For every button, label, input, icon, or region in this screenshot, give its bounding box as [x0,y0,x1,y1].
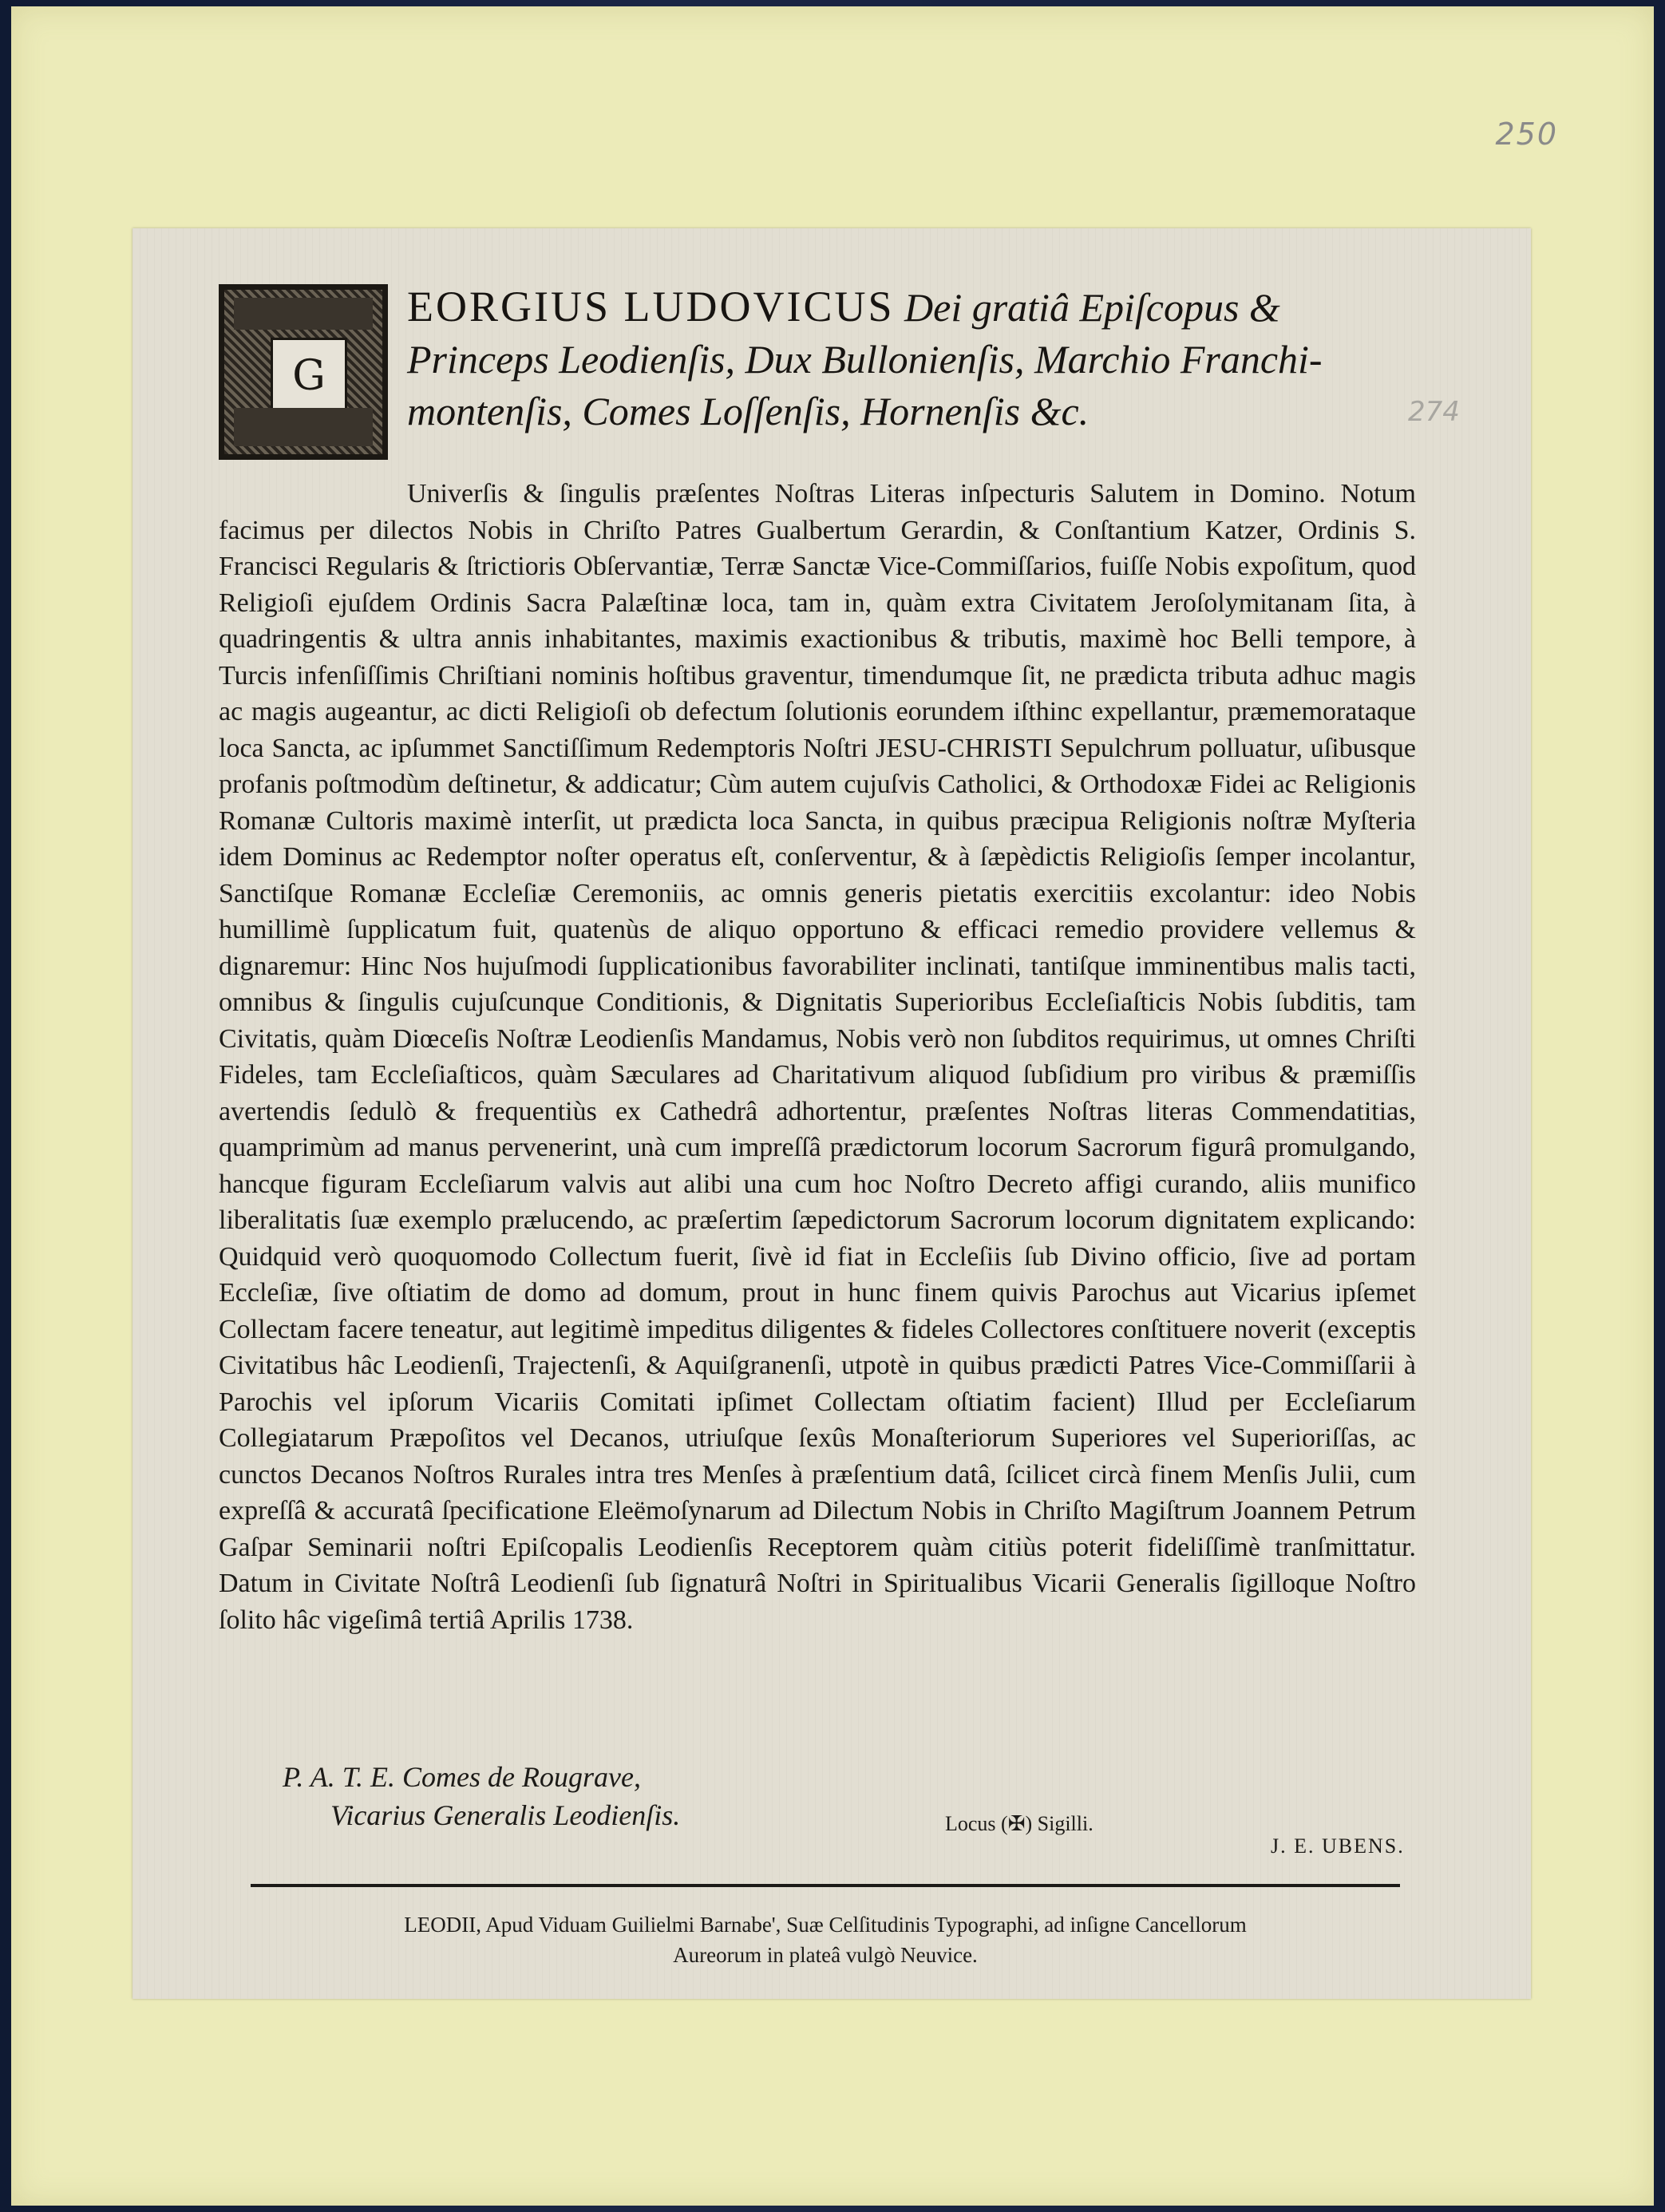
secretary-signature: J. E. UBENS. [1271,1834,1405,1858]
initial-ornament-bottom [234,408,373,446]
initial-ornament-top [234,298,373,330]
printed-decree [132,228,1531,1999]
decorated-initial [219,284,388,460]
initial-letter: G [271,338,347,414]
margin-annotation: 274 [1408,396,1460,428]
signature-line-2: Vicarius Generalis Leodienſis. [330,1799,681,1831]
manuscript-number: 250 [1495,117,1558,152]
signature-line-1: P. A. T. E. Comes de Rougrave, [283,1761,641,1793]
heading-line-1 [407,281,1437,334]
heading-line-3: montenſis, Comes Loſſenſis, Hornenſis &c. [407,389,1090,433]
seal-note: Locus (✠) Sigilli. [945,1812,1094,1835]
divider-rule [251,1884,1400,1887]
printer-imprint [251,1909,1400,1970]
imprint-line-2: Aureorum in plateâ vulgò Neuvice. [673,1943,978,1967]
heading-line-1-rest: Dei gratiâ Epiſcopus & [904,285,1280,330]
imprint-line-1: LEODII, Apud Viduam Guilielmi Barnabe', Suæ Celſitudinis Typographi, ad inſigne Cancellorum [404,1913,1247,1937]
decree-body: Univerſis & ſingulis præſentes Noſtras Literas inſpecturis Salutem in Domino. Notum facimus per dilectos Nobis in Chriſto Patres Gualbertum Gerardin, & Conſtantium Katzer, Ordinis S. Francisci Regularis & ſtrictioris Obſervantiæ, Terræ Sanctæ Vice-Commiſſarios, fuiſſe Nobis expoſitum, quod Religioſi ejuſdem Ordinis Sacra Palæſtinæ loca, tam in, quàm extra Civitatem Jeroſolymitanam ſita, à quadringentis & ultra annis inhabitantes, maximis exactionibus & tributis, maximè hoc Belli tempore, à Turcis infenſiſſimis Chriſtiani nominis hoſtibus graventur, timendumque ſit, ne prædicta tributa adhuc magis ac magis augeantur, ac dicti Religioſi ob defectum ſolutionis eorundem iſthinc expellantur, præmemorataque loca Sancta, ac ipſummet Sanctiſſimum Redemptoris Noſtri JESU-CHRISTI Sepulchrum polluatur, uſibusque profanis poſtmodùm deſtinetur, & addicatur; Cùm autem cujuſvis Catholici, & Orthodoxæ Fidei ac Religionis Romanæ Cultoris maximè interſit, ut prædicta loca Sancta, in quibus præcipua Religionis noſtræ Myſteria idem Dominus ac Redemptor noſter operatus eſt, conſerventur, & à ſæpèdictis Religioſis ſemper incolantur, Sanctiſque Romanæ Eccleſiæ Ceremoniis, ac omnis generis pietatis exercitiis excolantur: ideo Nobis humillimè ſupplicatum fuit, quatenùs de aliquo opportuno & efficaci remedio providere vellemus & dignaremur: Hinc Nos hujuſmodi ſupplicationibus favorabiliter inclinati, tantiſque imminentibus malis tacti, omnibus & ſingulis cujuſcunque Conditionis, & Dignitatis Superioribus Eccleſiaſticis Nobis ſubditis, tam Civitatis, quàm Diœceſis Noſtræ Leodienſis Mandamus, Nobis verò non ſubditos requirimus, ut omnes Chriſti Fideles, tam Eccleſiaſticos, quàm Sæculares ad Charitativum aliquod ſubſidium pro viribus & præmiſſis avertendis ſedulò & frequentiùs ex Cathedrâ adhortentur, præſentes Noſtras literas Commendatitias, quamprimùm ad manus pervenerint, unà cum impreſſâ prædictorum locorum Sacrorum figurâ promulgando, hancque figuram Eccleſiarum valvis aut alibi una cum hoc Noſtro Decreto affigi curando, aliis munifico liberalitatis ſuæ exemplo prælucendo, ac præſertim ſæpedictorum Sacrorum locorum dignitatem explicando: Quidquid verò quoquomodo Collectum fuerit, ſivè id fiat in Eccleſiis ſub Divino officio, ſive ad portam Eccleſiæ, ſive oſtiatim de domo ad domum, prout in hunc finem quivis Parochus aut Vicarius ipſemet Collectam facere teneatur, aut legitimè impeditus diligentes & fideles Collectores conſtituere noverit (exceptis Civitatibus hâc Leodienſi, Trajectenſi, & Aquiſgranenſi, utpotè in quibus prædicti Patres Vice-Commiſſarii à Parochis vel ipſorum Vicariis Comitati ipſimet Collectam oſtiatim facient) Illud per Eccleſiarum Collegiatarum Præpoſitos vel Decanos, utriuſque ſexûs Monaſteriorum Superiores vel Superioriſſas, ac cunctos Decanos Noſtros Rurales intra tres Menſes à præſentium datâ, ſcilicet circà finem Menſis Julii, cum expreſſâ & accuratâ ſpecificatione Eleëmoſynarum ad Dilectum Nobis in Chriſto Magiſtrum Joannem Petrum Gaſpar Seminarii noſtri Epiſcopalis Leodienſis Receptorem quàm citiùs poterit fideliſſimè tranſmittatur. Datum in Civitate Noſtrâ Leodienſi ſub ſignaturâ Noſtri in Spiritualibus Vicarii Generalis ſigilloque Noſtro ſolito hâc vigeſimâ tertiâ Aprilis 1738. [219,479,1416,1635]
archive-sheet [11,6,1654,2206]
heading-line-2: Princeps Leodienſis, Dux Bullonienſis, Marchio Franchi- [407,337,1323,382]
heading-caps: EORGIUS LUDOVICUS [407,283,895,330]
decree-heading [407,281,1437,437]
signature-block [283,1758,680,1834]
